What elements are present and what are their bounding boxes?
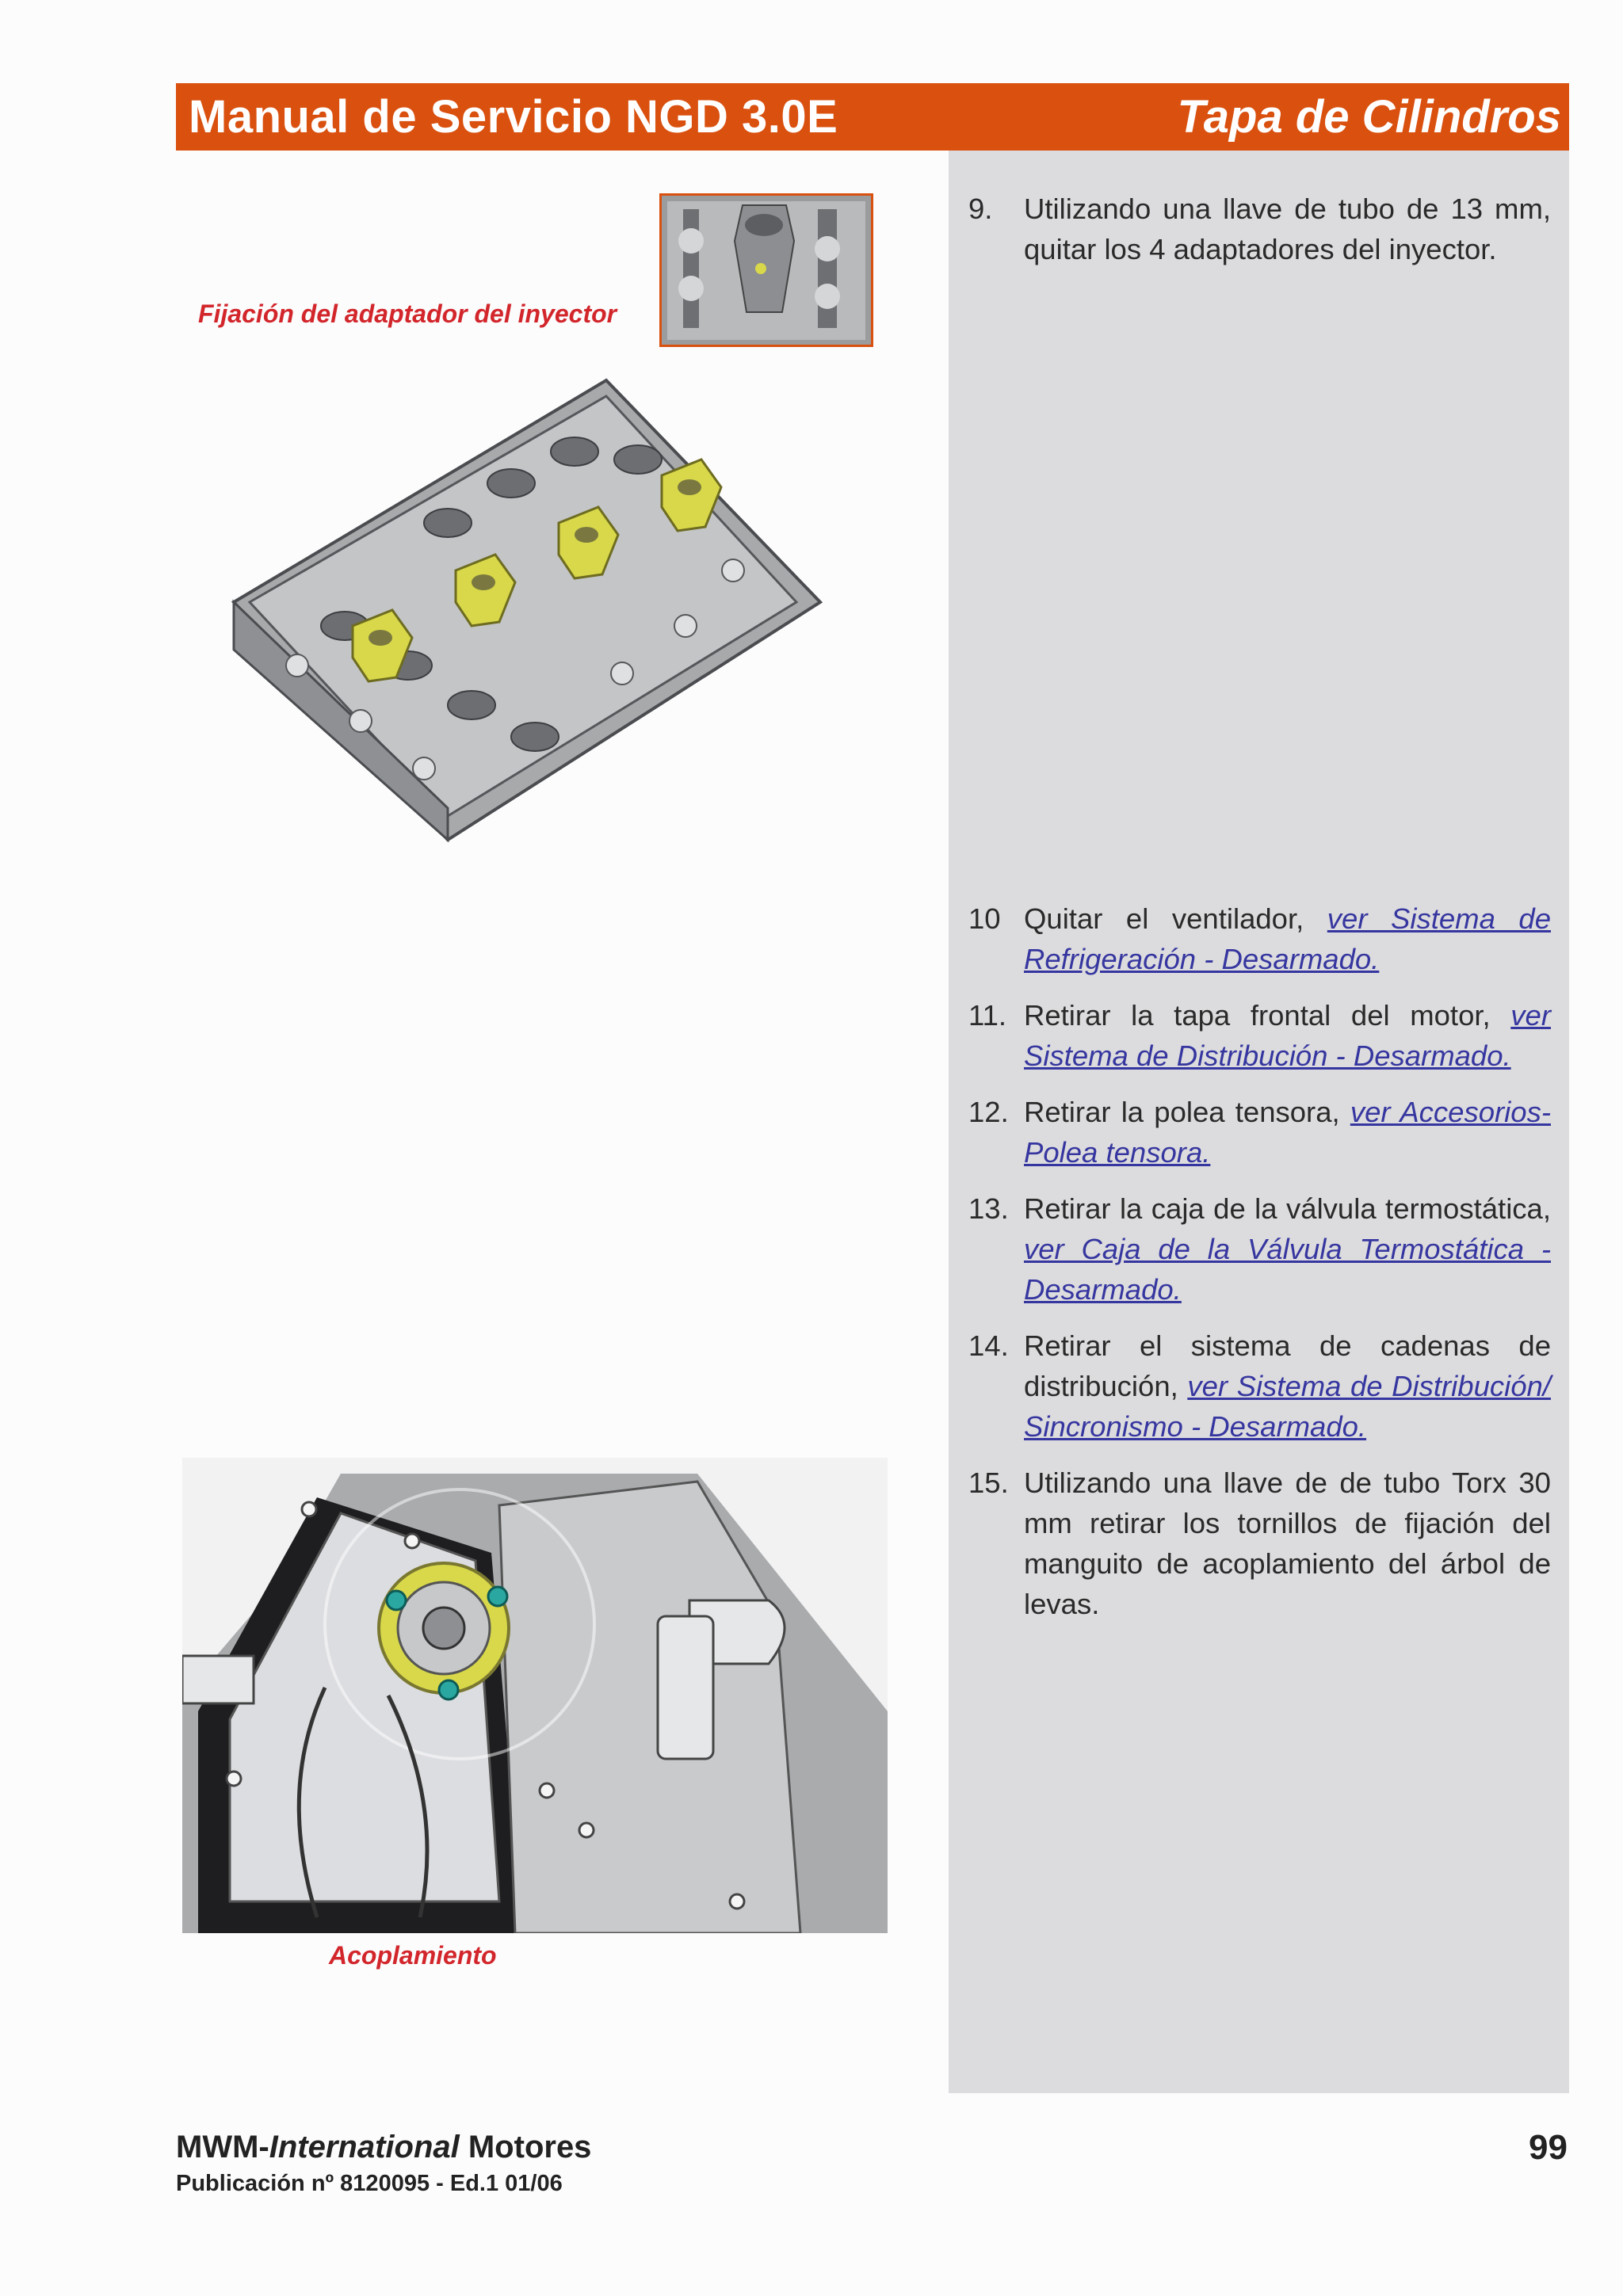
brand-suffix: Motores [459,2130,592,2164]
step-body: Quitar el ventilador, [1024,902,1327,935]
step-number: 12. [968,1096,1009,1128]
page-header [176,83,1569,151]
publication-info: Publicación nº 8120095 - Ed.1 01/06 [176,2171,563,2196]
step-number: 14. [968,1329,1009,1362]
step-text: Utilizando una llave de de tubo Torx 30 mm retirar los tornillos de fijación del manguito de acoplamiento del árbol de levas. [1024,1466,1551,1620]
step-body: Retirar la caja de la válvula termostática, [1024,1192,1551,1225]
cylinder-head-illustration [226,364,828,848]
step-body: Retirar el sistema de cadenas de distribución, [1024,1329,1551,1402]
coupling-caption: Acoplamiento [329,1941,497,1970]
injector-caption: Fijación del adaptador del inyector [198,299,617,328]
step-body: Retirar la polea tensora, [1024,1096,1350,1128]
step-text [1024,1188,1551,1310]
step-link[interactable]: ver Accesorios-Polea tensora. [1024,1096,1551,1169]
page-number: 99 [1529,2128,1568,2167]
step-item [968,1188,1551,1310]
step-item [968,1463,1551,1624]
manual-title: Manual de Servicio NGD 3.0E [189,91,838,143]
footer-brand [176,2130,591,2165]
steps-top [968,189,1551,285]
step-item [968,189,1551,269]
brand-italic: International [269,2130,460,2164]
step-item [968,1092,1551,1173]
camshaft-coupling-illustration [182,1458,888,1933]
step-text: Utilizando una llave de tubo de 13 mm, quitar los 4 adaptadores del inyector. [1024,193,1551,265]
step-number: 10 [968,902,1001,935]
step-item [968,995,1551,1076]
step-number: 11. [968,999,1007,1032]
step-link[interactable]: ver Sistema de Refrigeración - Desarmado. [1024,902,1551,975]
step-text [1024,898,1551,979]
step-body: Retirar la tapa frontal del motor, [1024,999,1511,1032]
step-text [1024,1325,1551,1447]
step-link[interactable]: ver Sistema de Distribución/ Sincronismo - Desarmado. [1024,1370,1551,1443]
step-item [968,1325,1551,1447]
step-number: 15. [968,1466,1009,1499]
step-item [968,898,1551,979]
step-link[interactable]: ver Sistema de Distribución - Desarmado. [1024,999,1551,1072]
step-link[interactable]: ver Caja de la Válvula Termostática - Desarmado. [1024,1233,1551,1306]
step-number: 9. [968,193,993,225]
section-title: Tapa de Cilindros [1177,91,1561,143]
step-number: 13. [968,1192,1009,1225]
step-text [1024,1092,1551,1173]
injector-detail-inset [659,193,873,347]
step-text [1024,995,1551,1076]
brand-prefix: MWM- [176,2130,269,2164]
steps-bottom [968,898,1551,1640]
